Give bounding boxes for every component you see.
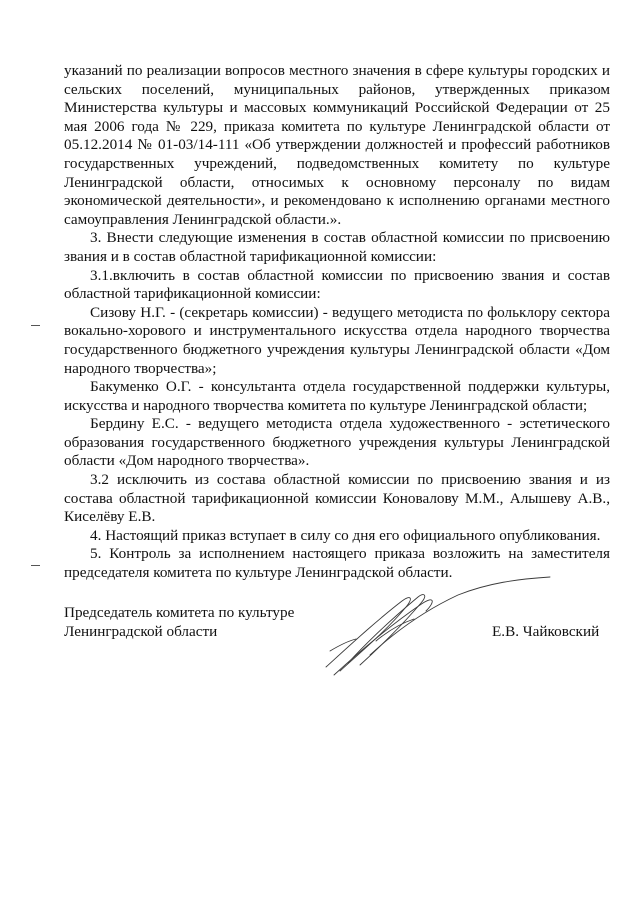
paragraph-item-3: 3. Внести следующие изменения в состав областной комиссии по присвоению звания и в состав областной тарификационной комиссии:	[64, 229, 610, 265]
signer-name: Е.В. Чайковский	[492, 623, 600, 640]
margin-tick-mark	[31, 325, 40, 326]
paragraph-intro-continuation: указаний по реализации вопросов местного значения в сфере культуры городских и сельских поселений, муниципальных районов, утвержденных приказом Министерства культуры и массовых коммуникаций Российской Федерации от 25 мая 2006 года № 229, приказа комитета по культуре Ленинградской области от 05.12.2014 № 01-03/14-111 «Об утверждении должностей и профессий работников государственных учреждений, подведомственных комитету по культуре Ленинградской области, относимых к основному персоналу по видам экономической деятельности», и рекомендовано к исполнению органами местного самоуправления Ленинградской области.».	[64, 62, 610, 228]
paragraph-berdina: Бердину Е.С. - ведущего методиста отдела художественного - эстетического образования государственного бюджетного учреждения культуры Ленинградской области «Дом народного творчества».	[64, 415, 610, 470]
paragraph-item-3-1: 3.1.включить в состав областной комиссии по присвоению звания и состав областной тарификационной комиссии:	[64, 266, 610, 303]
signer-position-line-1: Председатель комитета по культуре	[64, 604, 295, 621]
paragraph-item-4: 4. Настоящий приказ вступает в силу со дня его официального опубликования.	[90, 526, 601, 544]
signer-position	[64, 603, 294, 641]
paragraph-sizova: Сизову Н.Г. - (секретарь комиссии) - ведущего методиста по фольклору сектора вокально-хорового и инструментального искусства отдела народного творчества государственного бюджетного учреждения культуры Ленинградской области «Дом народного творчества»;	[64, 303, 610, 377]
document-body	[64, 62, 610, 583]
paragraph-item-5: 5. Контроль за исполнением настоящего приказа возложить на заместителя председателя комитета по культуре Ленинградской области.	[64, 545, 610, 582]
signer-position-line-2: Ленинградской области	[64, 623, 218, 640]
paragraph-item-3-2: 3.2 исключить из состава областной комиссии по присвоению звания и из состава областной тарификационной комиссии Коновалову М.М., Алышеву А.В., Киселёву Е.В.	[64, 471, 610, 526]
paragraph-bakumenko: Бакуменко О.Г. - консультанта отдела государственной поддержки культуры, искусства и народного творчества комитета по культуре Ленинградской области;	[64, 378, 610, 414]
margin-tick-mark	[31, 565, 40, 566]
